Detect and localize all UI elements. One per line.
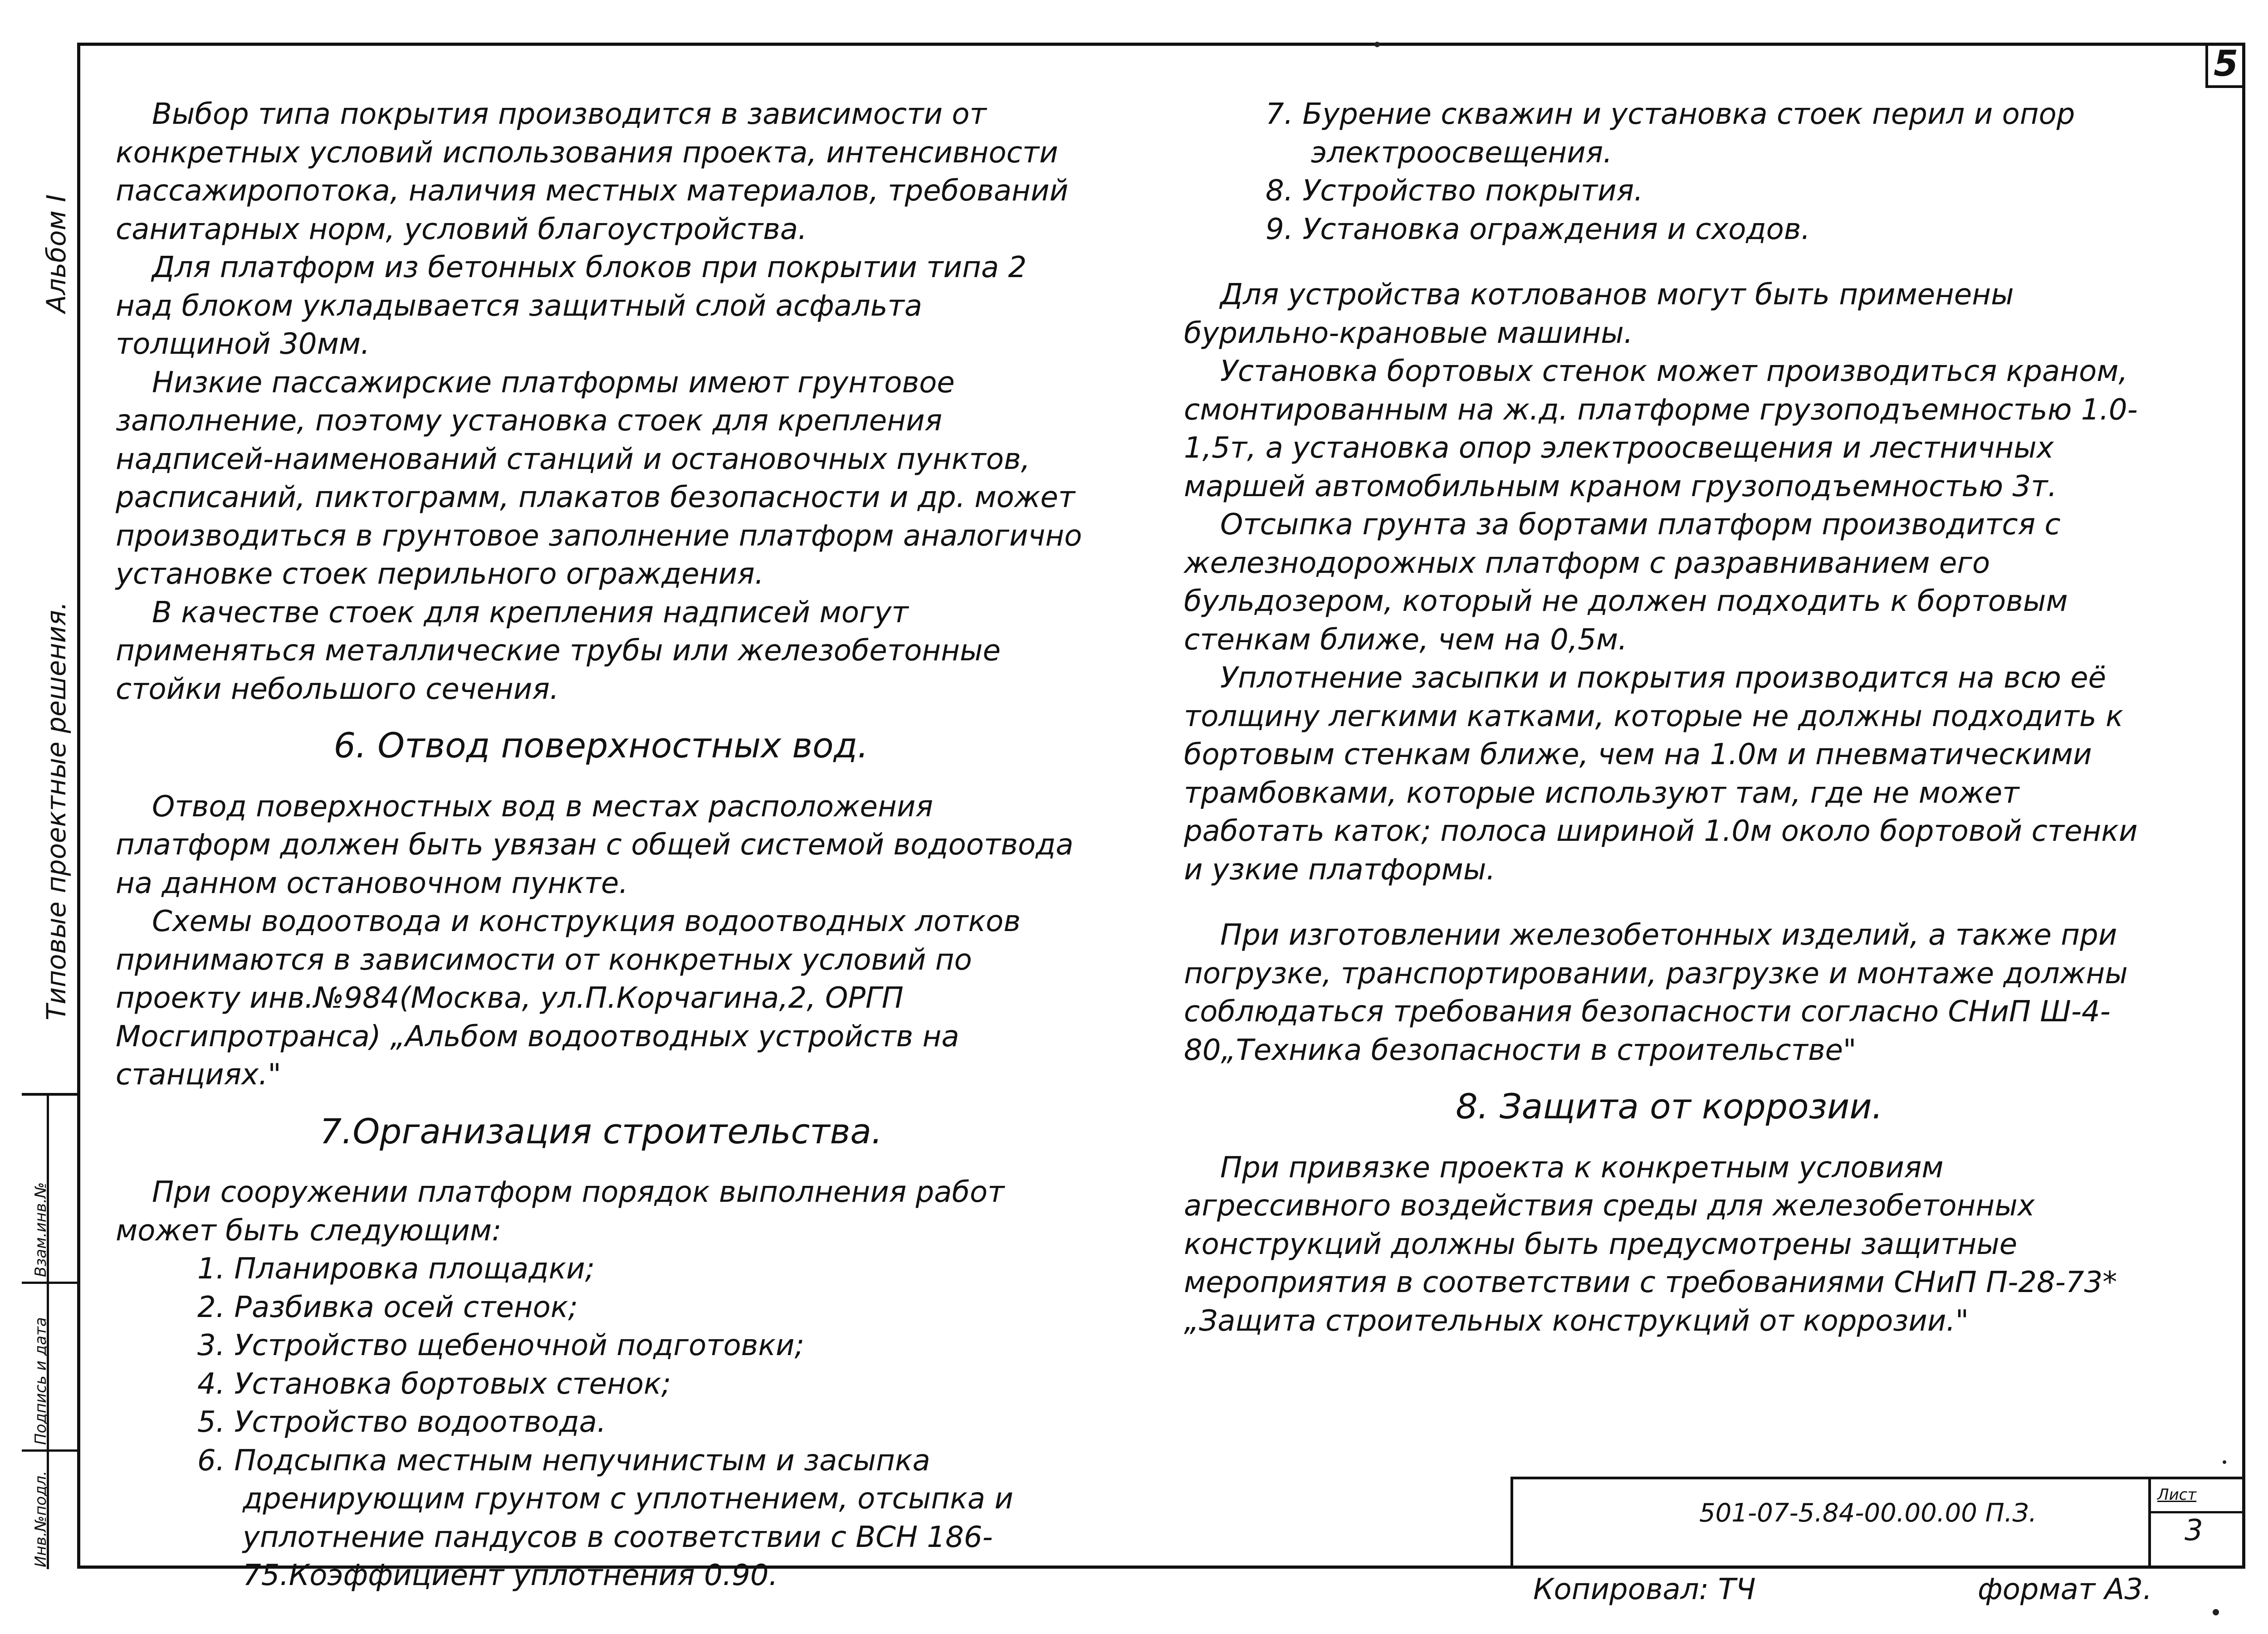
paragraph: При привязке проекта к конкретным условиям агрессивного воздействия среды для железобетонных конструкций должны быть предусмотрены защитные мероприятия в соответствии с требованиями СНиП П-28-73* „Защита строительных конструкций от коррозии." — [1184, 1151, 2117, 1338]
paragraph: Уплотнение засыпки и покрытия производится на всю её толщину легкими катками, которые не должны подходить к бортовым стенкам ближе, чем на 1.0м и пневматическими трамбовками, которые используют там, где не может работать каток; полоса шириной 1.0м около бортовой стенки и узкие платформы. — [1184, 661, 2138, 887]
paragraph: При сооружении платформ порядок выполнения работ может быть следующим: — [116, 1176, 1005, 1248]
right-column — [1184, 95, 2155, 1340]
paragraph: Отвод поверхностных вод в местах расположения платформ должен быть увязан с общей системой водоотвода на данном остановочном пункте. — [116, 790, 1074, 900]
format-label: формат А3. — [1978, 1573, 2152, 1606]
paragraph: В качестве стоек для крепления надписей могут применяться металлические трубы или железобетонные стойки небольшого сечения. — [116, 595, 1001, 706]
construction-steps-list-continued — [1184, 95, 2155, 249]
list-item: 5. Устройство водоотвода. — [197, 1405, 606, 1439]
list-item: 8. Устройство покрытия. — [1266, 174, 1643, 208]
spine-title: Типовые проектные решения. — [41, 601, 72, 1020]
list-item: 2. Разбивка осей стенок; — [197, 1290, 578, 1324]
sheet-number: 3 — [2185, 1514, 2203, 1547]
document-code: 501-07-5.84-00.00.00 П.З. — [1699, 1498, 2037, 1528]
approval-stamp — [22, 1093, 77, 1569]
scan-speck — [1374, 42, 1380, 47]
paragraph: Схемы водоотвода и конструкция водоотводных лотков принимаются в зависимости от конкретных условий по проекту инв.№984(Москва, ул.П.Корчагина,2, ОРГП Мосгипротранса) „Альбом водоотводных устройств на станциях." — [116, 905, 1021, 1092]
list-item: 1. Планировка площадки; — [197, 1252, 595, 1286]
list-item: 9. Установка ограждения и сходов. — [1266, 212, 1810, 246]
list-item: 6. Подсыпка местным непучинистым и засыпка дренирующим грунтом с уплотнением, отсыпка и уплотнение пандусов в соответствии с ВСН 186-75.Коэффициент уплотнения 0.90. — [197, 1444, 1013, 1592]
section-8-heading: 8. Защита от коррозии. — [1456, 1086, 1883, 1127]
paragraph: Низкие пассажирские платформы имеют грунтовое заполнение, поэтому установка стоек для крепления надписей-наименований станций и остановочных пунктов, расписаний, пиктограмм, плакатов безопасности и др. может производиться в грунтовое заполнение платформ аналогично установке стоек перильного ограждения. — [116, 366, 1082, 591]
section-7-heading: 7.Организация строительства. — [319, 1111, 883, 1151]
list-item: 4. Установка бортовых стенок; — [197, 1367, 671, 1401]
scan-speck — [2223, 1460, 2226, 1464]
spine — [14, 77, 72, 1097]
title-block — [1510, 1477, 2245, 1569]
stamp-inv-no: Инв.№подл. — [32, 1471, 50, 1567]
sheet-label: Лист — [2157, 1486, 2197, 1504]
scan-speck — [2213, 1609, 2219, 1615]
sheet-divider — [2148, 1511, 2244, 1513]
list-item: 7. Бурение скважин и установка стоек перил и опор электроосвещения. — [1266, 98, 2075, 170]
construction-steps-list — [116, 1250, 1086, 1595]
page-number: 5 — [2214, 44, 2239, 84]
paragraph: Отсыпка грунта за бортами платформ производится с железнодорожных платформ с разравниванием его бульдозером, который не должен подходить к бортовым стенкам ближе, чем на 0,5м. — [1184, 508, 2068, 657]
paragraph: Выбор типа покрытия производится в зависимости от конкретных условий использования проекта, интенсивности пассажиропотока, наличия местных материалов, требований санитарных норм, условий благоустройства. — [116, 98, 1069, 246]
left-column — [116, 95, 1086, 1595]
paragraph: Для платформ из бетонных блоков при покрытии типа 2 над блоком укладывается защитный слой асфальта толщиной 30мм. — [116, 251, 1027, 361]
stamp-signature-date: Подпись и дата — [32, 1317, 50, 1445]
list-item: 3. Устройство щебеночной подготовки; — [197, 1329, 805, 1362]
stamp-divider — [22, 1282, 77, 1284]
stamp-divider — [22, 1449, 77, 1452]
section-6-heading: 6. Отвод поверхностных вод. — [333, 725, 869, 766]
paragraph: Установка бортовых стенок может производиться краном, смонтированным на ж.д. платформе грузоподъемностью 1.0-1,5т, а установка опор электроосвещения и лестничных маршей автомобильным краном грузоподъемностью 3т. — [1184, 355, 2138, 503]
stamp-replaced-inv: Взам.инв.№ — [32, 1182, 50, 1277]
copied-by: Копировал: ТЧ — [1533, 1573, 1756, 1606]
safety-paragraph: При изготовлении железобетонных изделий, а также при погрузке, транспортировании, разгрузке и монтаже должны соблюдаться требования безопасности согласно СНиП Ш-4-80„Техника безопасности в строительстве" — [1184, 918, 2128, 1067]
spine-album: Альбом I — [41, 194, 72, 313]
paragraph: Для устройства котлованов могут быть применены бурильно-крановые машины. — [1184, 278, 2014, 350]
